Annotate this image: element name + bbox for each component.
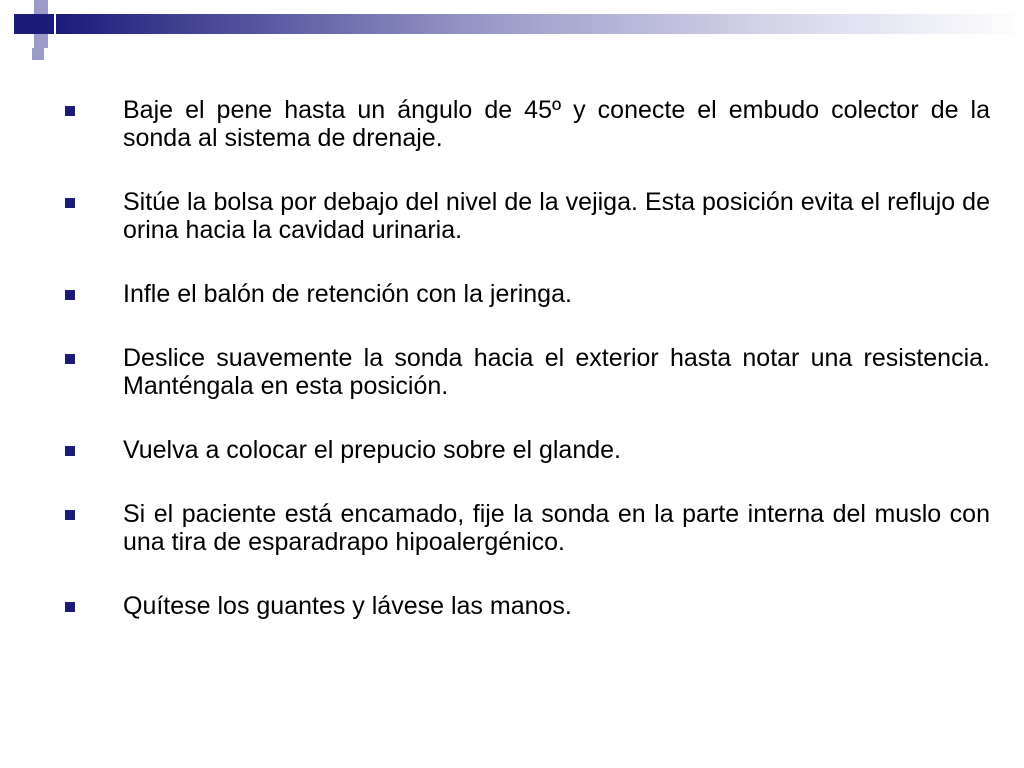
bullet-item: [60, 436, 990, 464]
deco-square-light: [34, 0, 48, 14]
bullet-text: Baje el pene hasta un ángulo de 45º y conecte el embudo colector de la sonda al sistema de drenaje.: [123, 96, 990, 152]
header-gradient-bar: [56, 14, 1024, 34]
bullet-text: Vuelva a colocar el prepucio sobre el glande.: [123, 436, 621, 464]
bullet-item: [60, 188, 990, 244]
bullet-text: Si el paciente está encamado, fije la sonda en la parte interna del muslo con una tira de esparadrapo hipoalergénico.: [123, 500, 990, 556]
bullet-text: Quítese los guantes y lávese las manos.: [123, 592, 572, 620]
deco-square-medium: [34, 14, 54, 34]
header-decoration: [0, 0, 1024, 70]
bullet-text: Infle el balón de retención con la jeringa.: [123, 280, 572, 308]
bullet-square-icon: [65, 198, 75, 208]
bullet-square-icon: [65, 106, 75, 116]
bullet-square-icon: [65, 510, 75, 520]
deco-square-light: [34, 34, 48, 48]
bullet-text: Deslice suavemente la sonda hacia el exterior hasta notar una resistencia. Manténgala en esta posición.: [123, 344, 990, 400]
bullet-text: Sitúe la bolsa por debajo del nivel de la vejiga. Esta posición evita el reflujo de orina hacia la cavidad urinaria.: [123, 188, 990, 244]
bullet-item: [60, 500, 990, 556]
slide-body: [60, 96, 990, 620]
bullet-square-icon: [65, 354, 75, 364]
bullet-square-icon: [65, 290, 75, 300]
bullet-square-icon: [65, 446, 75, 456]
deco-square-small: [32, 48, 44, 60]
bullet-item: [60, 280, 990, 308]
bullet-item: [60, 96, 990, 152]
bullet-item: [60, 592, 990, 620]
bullet-list: [60, 96, 990, 620]
deco-square-dark: [14, 14, 34, 34]
bullet-square-icon: [65, 602, 75, 612]
bullet-item: [60, 344, 990, 400]
